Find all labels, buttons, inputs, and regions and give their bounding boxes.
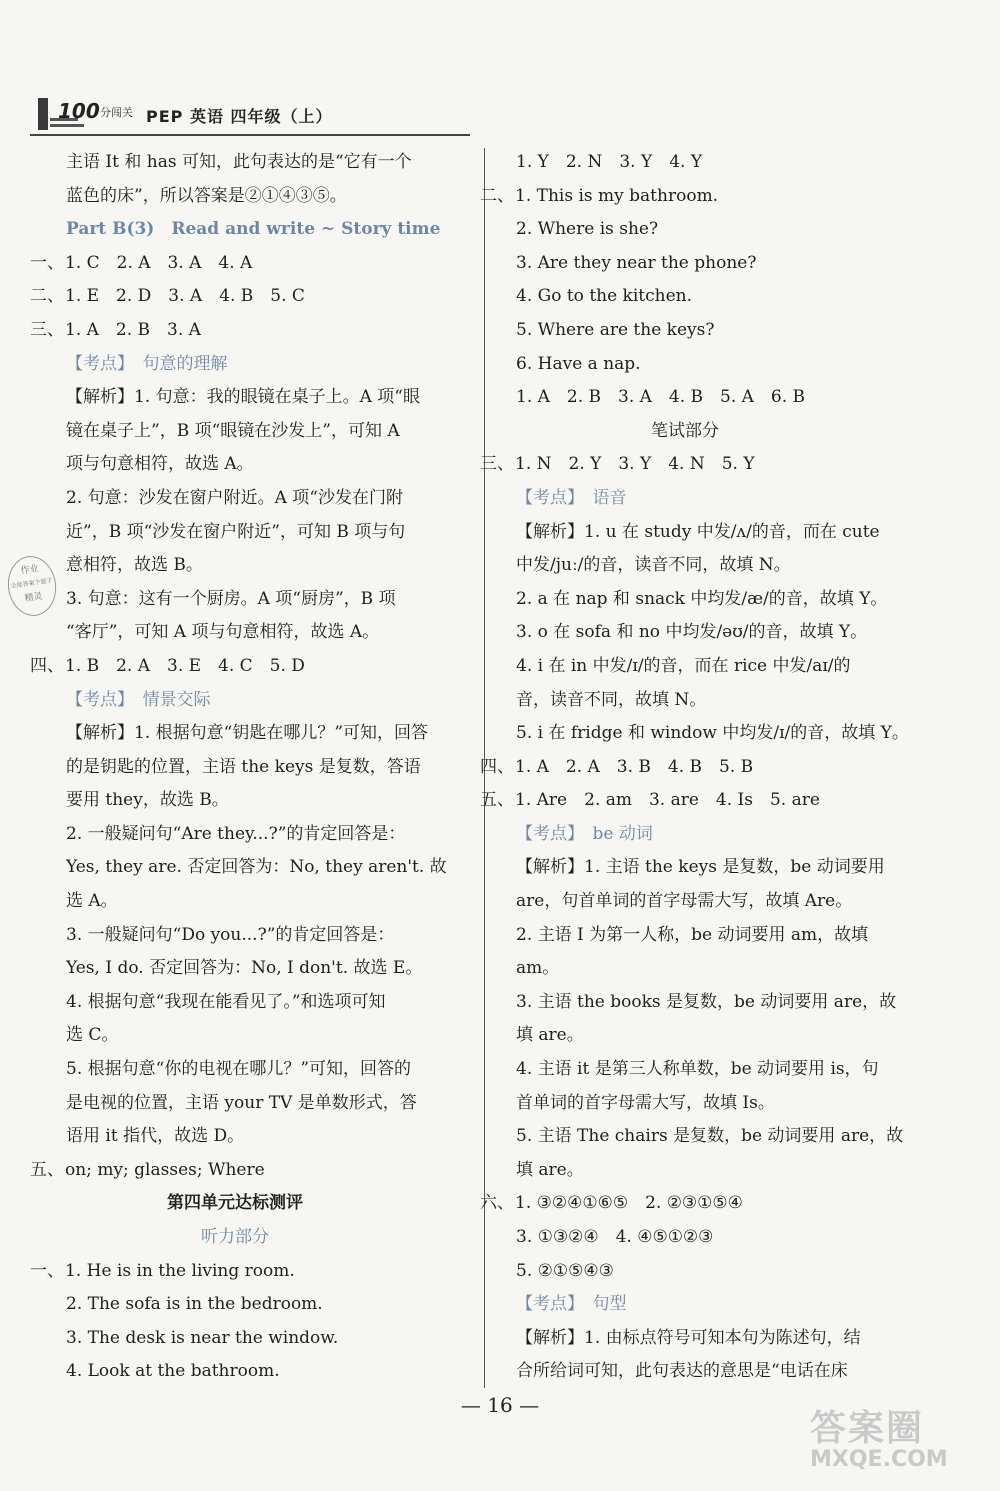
line-text: 2. Where is she? (516, 219, 659, 240)
text-line (480, 1255, 890, 1289)
text-line (480, 986, 897, 1020)
line-text: 【解析】1. 根据句意“钥匙在哪儿？”可知，回答 (66, 723, 429, 744)
text-line (30, 851, 447, 885)
text-line (480, 684, 890, 718)
line-text: 3. Are they near the phone? (516, 252, 757, 273)
line-text: 4. Go to the kitchen. (516, 286, 693, 307)
text-line (480, 616, 890, 650)
text-line (30, 448, 440, 482)
line-text: 主语 It 和 has 可知，此句表达的是“它有一个 (66, 152, 412, 172)
line-text: Part B(3) Read and write ~ Story time (66, 219, 441, 240)
line-text: are，句首单词的首字母需大写，故填 Are。 (516, 891, 853, 912)
stamp-line: 全能答案个题子 (10, 577, 53, 590)
section-number: 一、 (30, 1260, 64, 1281)
text-line (480, 314, 890, 348)
header-title: PEP 英语 四年级（上） (146, 107, 333, 126)
line-text: “客厅”，可知 A 项与句意相符，故选 A。 (66, 622, 380, 643)
line-text: 【解析】1. 句意：我的眼镜在桌子上。A 项“眼 (66, 387, 420, 408)
text-line (480, 1154, 890, 1188)
text-line (480, 482, 890, 516)
line-text: 1. Y 2. N 3. Y 4. Y (516, 152, 703, 172)
page-number: — 16 — (460, 1393, 540, 1417)
text-line (30, 818, 440, 852)
line-text: 中发/juː/的音，读音不同，故填 N。 (516, 555, 791, 576)
line-text: 第四单元达标测评 (167, 1193, 303, 1214)
line-text: 3. 一般疑问句“Do you...?”的肯定回答是： (66, 924, 395, 945)
text-line (30, 381, 440, 415)
section-number: 五、 (30, 1159, 64, 1180)
text-line (30, 717, 440, 751)
svg-text:分闯关: 分闯关 (100, 106, 133, 119)
text-line (480, 784, 890, 818)
line-text: 4. Look at the bathroom. (66, 1361, 280, 1382)
line-text: 2. 主语 I 为第一人称，be 动词要用 am，故填 (516, 924, 869, 945)
text-line (30, 1221, 440, 1255)
text-line (480, 717, 909, 751)
line-text: 3. The desk is near the window. (66, 1327, 339, 1348)
stamp-line: 作业 (20, 563, 40, 577)
text-line (480, 180, 890, 214)
svg-text:100: 100 (58, 99, 100, 123)
line-text: 是电视的位置，主语 your TV 是单数形式，答 (66, 1092, 417, 1113)
line-text: 1. N 2. Y 3. Y 4. N 5. Y (515, 454, 755, 475)
section-number: 一、 (30, 252, 64, 273)
line-text: 1. ③②④①⑥⑤ 2. ②③①⑤④ (515, 1193, 743, 1214)
text-line (30, 751, 440, 785)
text-line (480, 1019, 890, 1053)
line-text: 笔试部分 (651, 420, 719, 441)
line-text: 2. 一般疑问句“Are they...?”的肯定回答是： (66, 823, 406, 844)
line-text: 选 A。 (66, 891, 118, 912)
header-rule (30, 134, 470, 136)
text-line (480, 1288, 890, 1322)
text-line (480, 415, 890, 449)
section-number: 三、 (30, 319, 64, 340)
text-line (30, 583, 440, 617)
text-line (30, 415, 440, 449)
line-text: 5. i 在 fridge 和 window 中均发/ɪ/的音，故填 Y。 (516, 723, 909, 744)
watermark-cn: 答案圈 (810, 1408, 925, 1449)
line-text: 6. Have a nap. (516, 353, 641, 374)
text-line (480, 1221, 890, 1255)
text-line (480, 952, 890, 986)
line-text: 【解析】1. 由标点符号可知本句为陈述句，结 (516, 1327, 861, 1348)
text-line (480, 851, 890, 885)
line-text: 【解析】1. u 在 study 中发/ʌ/的音，而在 cute (516, 521, 880, 542)
line-text: 【考点】 be 动词 (516, 823, 653, 844)
text-line (480, 751, 890, 785)
text-line (30, 952, 440, 986)
line-text: 填 are。 (516, 1025, 584, 1046)
line-text: 【解析】1. 主语 the keys 是复数，be 动词要用 (516, 857, 885, 878)
line-text: 3. o 在 sofa 和 no 中均发/əʊ/的音，故填 Y。 (516, 622, 868, 643)
text-line (30, 280, 440, 314)
text-line (30, 1053, 440, 1087)
line-text: 2. The sofa is in the bedroom. (66, 1294, 323, 1315)
stamp-line: 精灵 (24, 591, 44, 605)
text-line (480, 213, 890, 247)
text-line (480, 280, 890, 314)
line-text: 5. Where are the keys? (516, 319, 715, 340)
text-line (30, 1288, 440, 1322)
text-line (30, 1087, 440, 1121)
text-line (30, 1120, 440, 1154)
watermark-en: MXQE.COM (810, 1447, 948, 1472)
section-number: 五、 (480, 790, 514, 811)
text-line (480, 818, 890, 852)
text-line (30, 616, 440, 650)
text-line (30, 180, 440, 214)
line-text: on; my; glasses; Where (65, 1159, 265, 1180)
text-line (30, 1019, 440, 1053)
line-text: 【考点】 情景交际 (66, 689, 211, 710)
text-line (480, 885, 890, 919)
line-text: 填 are。 (516, 1159, 584, 1180)
book-series-logo (38, 96, 136, 132)
line-text: 3. 主语 the books 是复数，be 动词要用 are，故 (516, 991, 897, 1012)
line-text: 2. 句意：沙发在窗户附近。A 项“沙发在门附 (66, 487, 403, 508)
line-text: 1. Are 2. am 3. are 4. Is 5. are (515, 790, 820, 811)
text-line (480, 381, 890, 415)
line-text: 5. ②①⑤④③ (516, 1260, 614, 1281)
line-text: 3. 句意：这有一个厨房。A 项“厨房”，B 项 (66, 588, 396, 609)
text-line (480, 549, 890, 583)
text-line (480, 516, 890, 550)
section-number: 四、 (30, 655, 64, 676)
line-text: 镜在桌子上”，B 项“眼镜在沙发上”，可知 A (66, 420, 400, 441)
line-text: 1. This is my bathroom. (515, 185, 719, 206)
text-line (480, 146, 890, 180)
line-text: 1. A 2. B 3. A (65, 319, 201, 340)
section-number: 六、 (480, 1193, 514, 1214)
page-header (38, 96, 478, 134)
line-text: 【考点】 句型 (516, 1294, 627, 1315)
line-text: 蓝色的床”，所以答案是②①④③⑤。 (66, 185, 347, 206)
text-line (30, 482, 440, 516)
line-text: 1. E 2. D 3. A 4. B 5. C (65, 286, 305, 307)
text-line (30, 213, 440, 247)
text-line (480, 247, 890, 281)
text-line (480, 919, 890, 953)
text-line (30, 784, 440, 818)
text-line (30, 919, 440, 953)
text-line (30, 1322, 440, 1356)
section-number: 二、 (480, 185, 514, 206)
line-text: 项与句意相符，故选 A。 (66, 454, 254, 475)
text-line (480, 1120, 904, 1154)
watermark (810, 1400, 990, 1480)
text-line (30, 684, 440, 718)
text-line (480, 1322, 890, 1356)
line-text: 1. He is in the living room. (65, 1260, 295, 1281)
text-line (480, 650, 890, 684)
text-line (30, 986, 440, 1020)
line-text: 听力部分 (201, 1227, 269, 1247)
text-line (480, 448, 890, 482)
line-text: 近”，B 项“沙发在窗户附近”，可知 B 项与句 (66, 521, 406, 542)
line-text: 4. 主语 it 是第三人称单数，be 动词要用 is，句 (516, 1059, 879, 1080)
text-line (480, 1087, 890, 1121)
line-text: 【考点】 句意的理解 (66, 353, 228, 374)
line-text: 【考点】 语音 (516, 487, 627, 508)
section-number: 二、 (30, 286, 64, 307)
right-column (480, 146, 909, 1389)
text-line (30, 516, 440, 550)
line-text: Yes, I do. 否定回答为：No, I don't. 故选 E。 (66, 958, 423, 979)
text-line (480, 1355, 890, 1389)
line-text: 2. a 在 nap 和 snack 中均发/æ/的音，故填 Y。 (516, 588, 888, 609)
line-text: 语用 it 指代，故选 D。 (66, 1126, 245, 1147)
line-text: 合所给词可知，此句表达的意思是“电话在床 (516, 1361, 848, 1382)
line-text: 5. 主语 The chairs 是复数，be 动词要用 are，故 (516, 1126, 904, 1147)
text-line (30, 348, 440, 382)
line-text: 要用 they，故选 B。 (66, 790, 229, 811)
text-line (30, 885, 440, 919)
line-text: 1. B 2. A 3. E 4. C 5. D (65, 655, 305, 676)
left-column (30, 146, 447, 1389)
text-line (480, 348, 890, 382)
text-line (480, 1187, 890, 1221)
line-text: 的是钥匙的位置，主语 the keys 是复数，答语 (66, 756, 421, 777)
line-text: 4. i 在 in 中发/ɪ/的音，而在 rice 中发/aɪ/的 (516, 655, 851, 676)
text-line (30, 1154, 440, 1188)
line-text: Yes, they are. 否定回答为：No, they aren't. 故 (66, 857, 447, 878)
text-line (30, 146, 440, 180)
line-text: 4. 根据句意“我现在能看见了。”和选项可知 (66, 991, 386, 1012)
line-text: 选 C。 (66, 1025, 119, 1046)
text-line (30, 1355, 440, 1389)
line-text: am。 (516, 958, 560, 979)
line-text: 3. ①③②④ 4. ④⑤①②③ (516, 1227, 714, 1247)
line-text: 意相符，故选 B。 (66, 555, 203, 576)
line-text: 1. A 2. A 3. B 4. B 5. B (515, 756, 754, 777)
text-line (480, 583, 890, 617)
text-line (30, 314, 440, 348)
text-line (30, 549, 440, 583)
line-text: 音，读音不同，故填 N。 (516, 689, 707, 710)
line-text: 1. A 2. B 3. A 4. B 5. A 6. B (516, 387, 806, 408)
text-line (30, 1255, 440, 1289)
line-text: 1. C 2. A 3. A 4. A (65, 252, 253, 273)
line-text: 5. 根据句意“你的电视在哪儿？”可知，回答的 (66, 1059, 412, 1080)
text-line (480, 1053, 890, 1087)
section-number: 四、 (480, 756, 514, 777)
line-text: 首单词的首字母需大写，故填 Is。 (516, 1092, 775, 1113)
text-line (30, 650, 440, 684)
section-number: 三、 (480, 454, 514, 475)
text-line (30, 1187, 440, 1221)
text-line (30, 247, 440, 281)
